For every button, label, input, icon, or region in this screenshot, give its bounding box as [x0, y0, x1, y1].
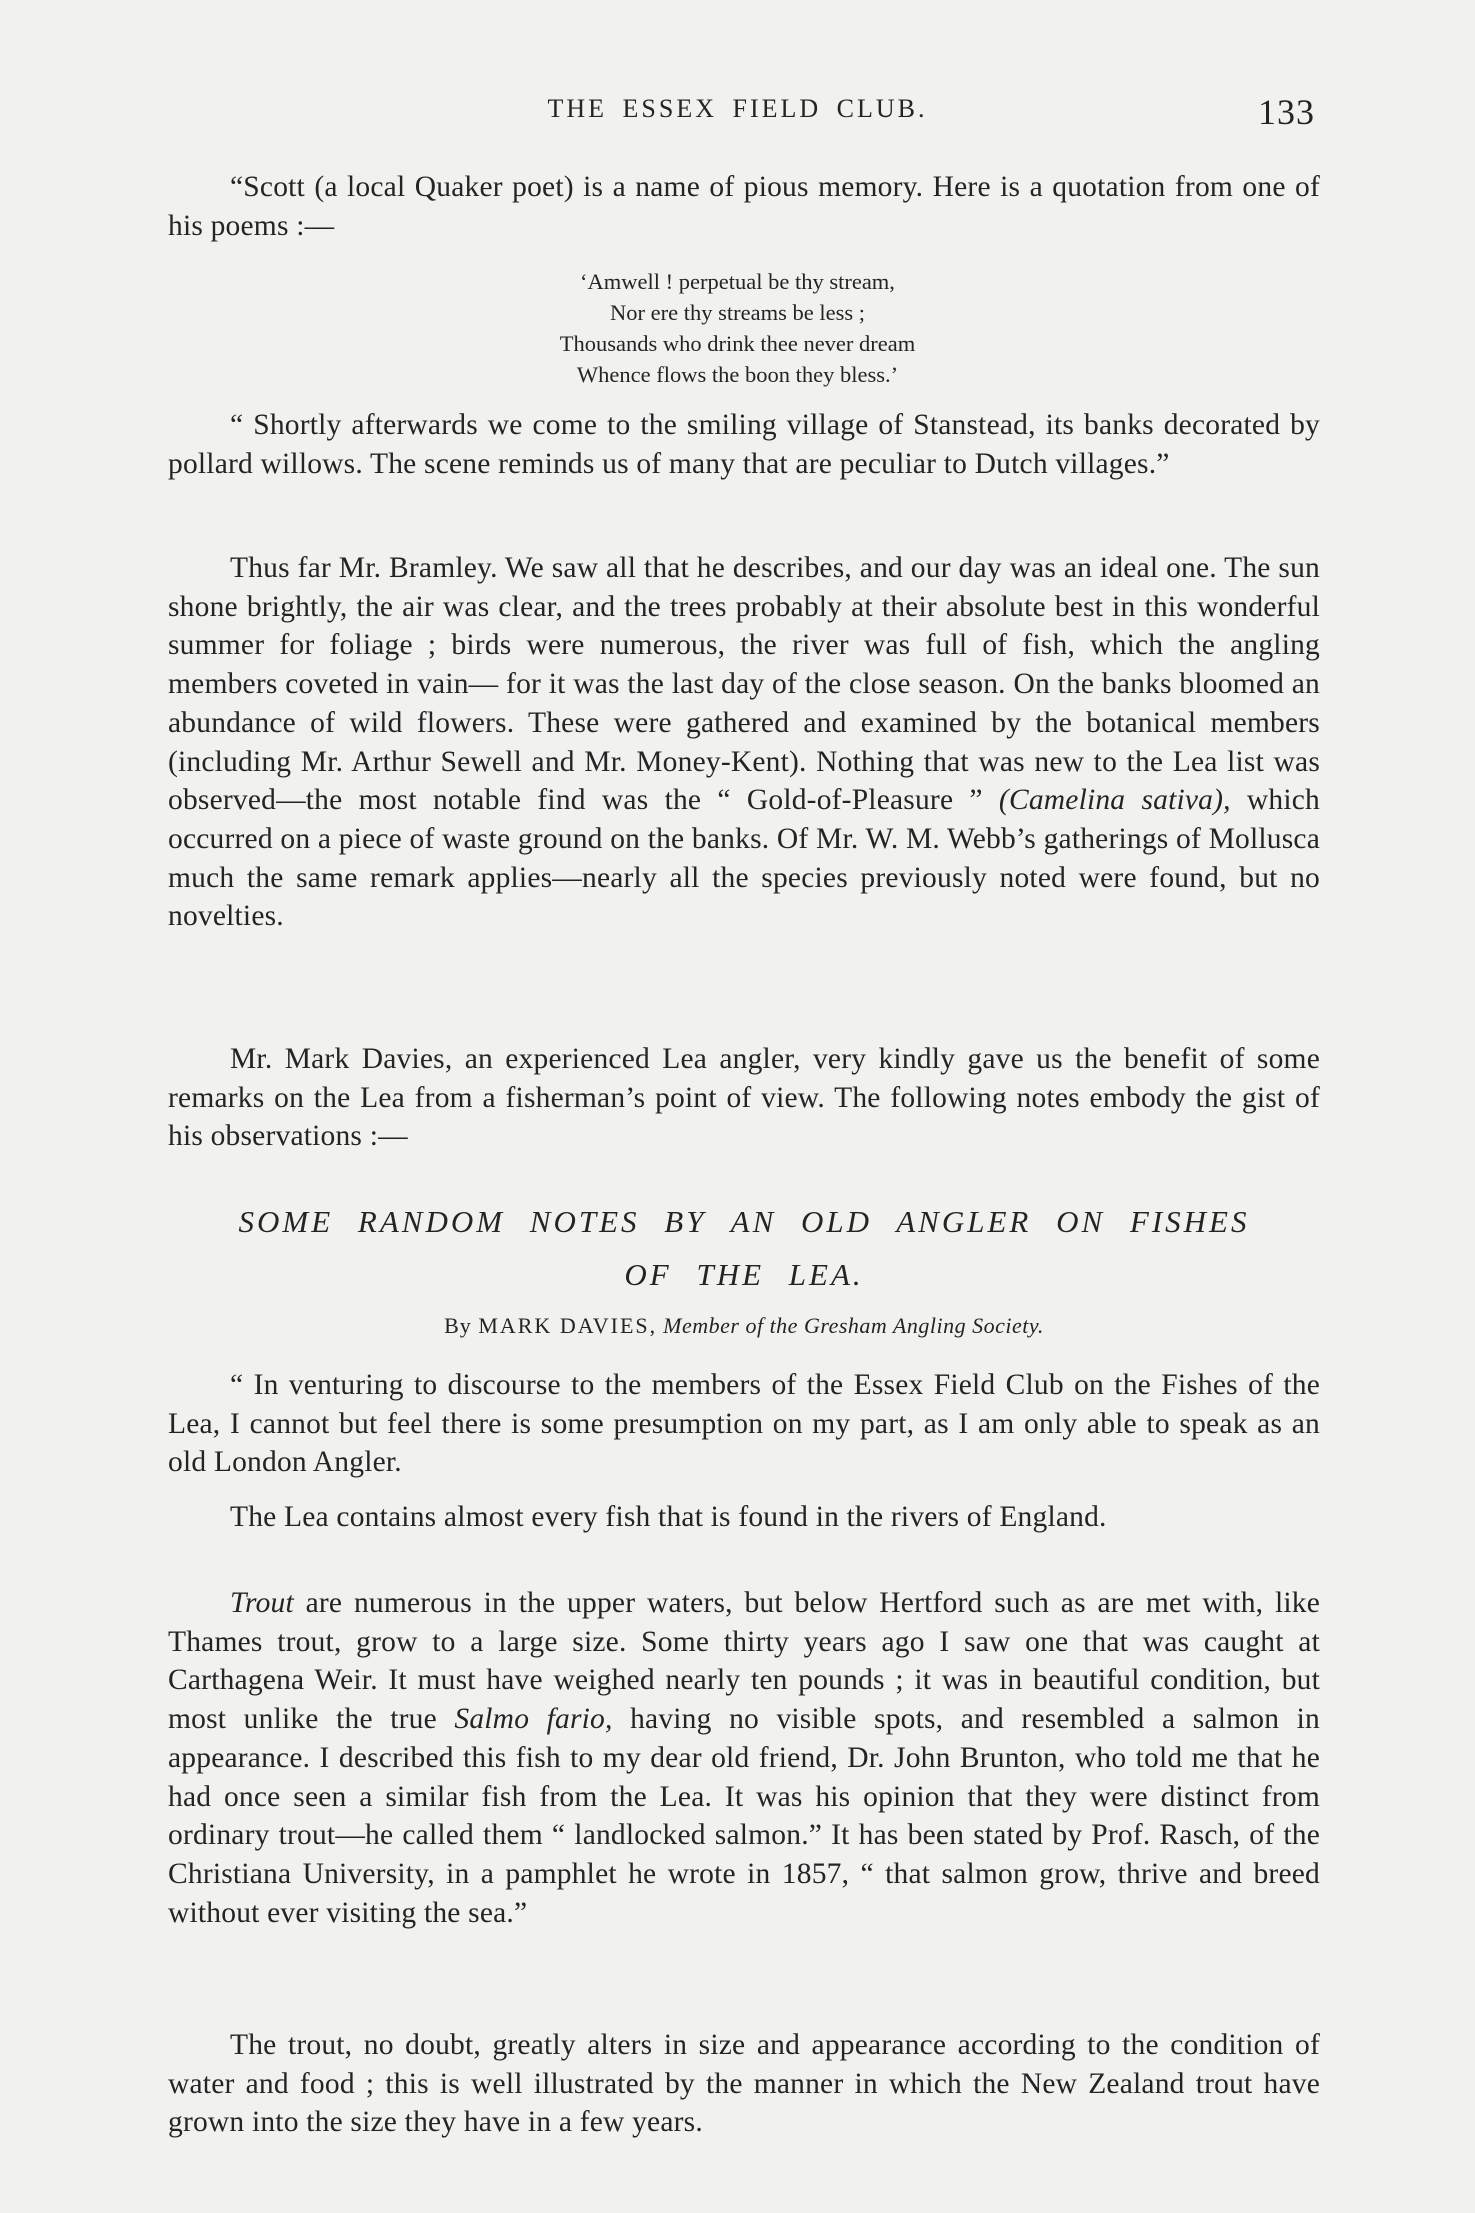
byline-affiliation: Member of the Gresham Angling Society. — [657, 1313, 1044, 1338]
stanstead-paragraph: “ Shortly afterwards we come to the smiling village of Stanstead, its banks decorated by pollard willows. The scene reminds us of many that are peculiar to Dutch villages.” — [168, 409, 1320, 480]
poem-line: Nor ere thy streams be less ; — [610, 300, 865, 325]
poem-quotation — [0, 266, 1475, 390]
byline-prefix: By — [444, 1313, 479, 1338]
page-number: 133 — [1258, 92, 1315, 132]
species-name-camelina: (Camelina sativa), — [998, 784, 1231, 817]
intro-paragraph: “Scott (a local Quaker poet) is a name of pious memory. Here is a quotation from one of his poems :— — [168, 171, 1320, 242]
trout-alters-paragraph: The trout, no doubt, greatly alters in size and appearance according to the condition of water and food ; this is well illustrated by the manner in which the New Zealand trout have grown into the size they have in a few years. — [168, 2029, 1320, 2139]
bramley-paragraph — [168, 549, 1320, 936]
running-head — [0, 94, 1475, 134]
species-name-salmo: Salmo fario, — [454, 1703, 613, 1736]
poem-line: Thousands who drink thee never dream — [559, 331, 916, 356]
bramley-text-start: Thus far Mr. Bramley. We saw all that he describes, and our day was an ideal one. The sun shone brightly, the air was clear, and the trees probably at their absolute best in this wonderful summer for foliage ; birds were numerous, the river was full of fish, which the angling members coveted in vain— for it was the last day of the close season. On the banks bloomed an abundance of wild flowers. These were gathered and examined by the botanical members (including Mr. Arthur Sewell and Mr. Money-Kent). Nothing that was new to the Lea list was observed—the most notable find was the “ Gold-of-Pleasure ” — [168, 552, 1320, 817]
venturing-paragraph: “ In venturing to discourse to the members of the Essex Field Club on the Fishes of the Lea, I cannot but feel there is some presumption on my part, as I am only able to speak as an old London Angler. — [168, 1369, 1320, 1479]
trout-term: Trout — [230, 1587, 294, 1619]
byline — [168, 1313, 1320, 1339]
trout-paragraph — [168, 1584, 1320, 1932]
trout-text-end: having no visible spots, and resembled a salmon in appearance. I described this fish to my dear old friend, Dr. John Brunton, who told me that he had once seen a similar fish from the Lea. It was his opinion that they were distinct from ordinary trout—he called them “ landlocked salmon.” It has been stated by Prof. Rasch, of the Christiana University, in a pamphlet he wrote in 1857, “ that salmon grow, thrive and breed without ever visiting the sea.” — [168, 1703, 1320, 1929]
poem-line: Whence flows the boon they bless.’ — [576, 362, 899, 387]
trout-text-start: are numerous in the upper waters, but below Hertford such as are met with, like Thames trout, grow to a large size. Some thirty years ago I saw one that was caught at Carthagena Weir. It must have weighed nearly ten pounds ; it was in beautiful condition, but most unlike the true — [168, 1587, 1320, 1736]
byline-author: MARK DAVIES, — [478, 1313, 658, 1338]
section-title: SOME RANDOM NOTES BY AN OLD ANGLER ON FISHES — [238, 1204, 1250, 1239]
lea-paragraph: The Lea contains almost every fish that is found in the rivers of England. — [230, 1501, 1107, 1533]
running-title: THE ESSEX FIELD CLUB. — [547, 94, 928, 123]
poem-line: ‘Amwell ! perpetual be thy stream, — [580, 269, 895, 294]
bramley-text-end: which occurred on a piece of waste ground on the banks. Of Mr. W. M. Webb’s gatherings of Mollusca much the same remark applies—nearly all the species previously noted were found, but no novelties. — [168, 784, 1321, 933]
davies-intro-paragraph: Mr. Mark Davies, an experienced Lea angler, very kindly gave us the benefit of some remarks on the Lea from a fisherman’s point of view. The following notes embody the gist of his observations :— — [168, 1043, 1320, 1153]
section-title-line-2: OF THE LEA. — [624, 1257, 864, 1292]
